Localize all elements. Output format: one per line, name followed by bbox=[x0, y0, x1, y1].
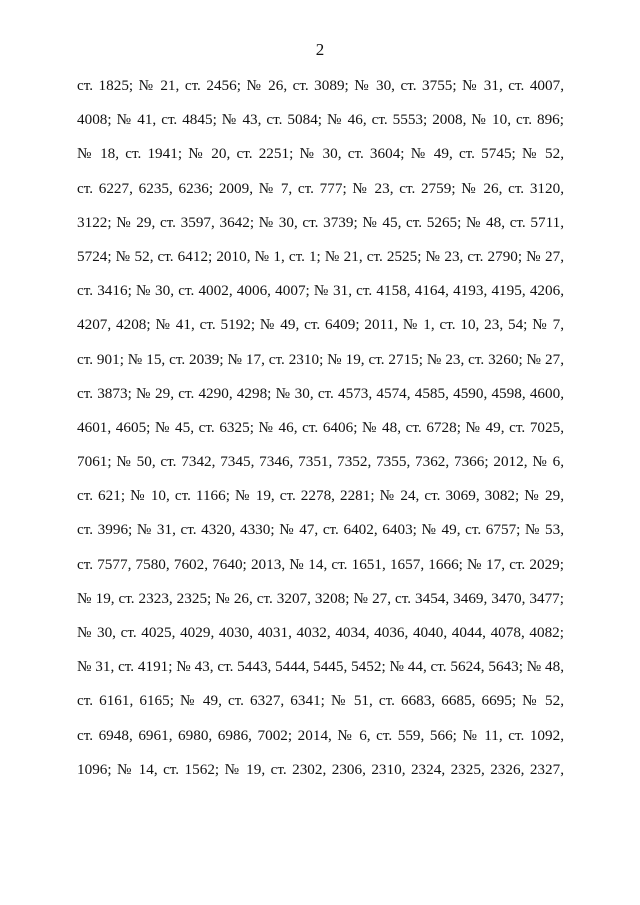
text-line-4: ст. 6227, 6235, 6236; 2009, № 7, ст. 777; № 23, ст. 2759; № 26, ст. 3120, bbox=[77, 179, 564, 197]
text-line-21: 1096; № 14, ст. 1562; № 19, ст. 2302, 2306, 2310, 2324, 2325, 2326, 2327, bbox=[77, 760, 564, 778]
text-line-10: ст. 3873; № 29, ст. 4290, 4298; № 30, ст. 4573, 4574, 4585, 4590, 4598, 4600, bbox=[77, 384, 564, 402]
text-line-18: № 31, ст. 4191; № 43, ст. 5443, 5444, 5445, 5452; № 44, ст. 5624, 5643; № 48, bbox=[77, 658, 564, 676]
text-line-17: № 30, ст. 4025, 4029, 4030, 4031, 4032, 4034, 4036, 4040, 4044, 4078, 4082; bbox=[77, 624, 564, 641]
text-line-11: 4601, 4605; № 45, ст. 6325; № 46, ст. 6406; № 48, ст. 6728; № 49, ст. 7025, bbox=[77, 418, 564, 436]
text-line-9: ст. 901; № 15, ст. 2039; № 17, ст. 2310; № 19, ст. 2715; № 23, ст. 3260; № 27, bbox=[77, 350, 564, 368]
text-line-13: ст. 621; № 10, ст. 1166; № 19, ст. 2278, 2281; № 24, ст. 3069, 3082; № 29, bbox=[77, 487, 564, 505]
text-line-1: ст. 1825; № 21, ст. 2456; № 26, ст. 3089; № 30, ст. 3755; № 31, ст. 4007, bbox=[77, 77, 564, 94]
document-text-body bbox=[77, 76, 564, 794]
text-line-20: ст. 6948, 6961, 6980, 6986, 7002; 2014, № 6, ст. 559, 566; № 11, ст. 1092, bbox=[77, 726, 564, 744]
text-line-12: 7061; № 50, ст. 7342, 7345, 7346, 7351, 7352, 7355, 7362, 7366; 2012, № 6, bbox=[77, 453, 564, 471]
text-line-3: № 18, ст. 1941; № 20, ст. 2251; № 30, ст. 3604; № 49, ст. 5745; № 52, bbox=[77, 145, 564, 163]
text-line-6: 5724; № 52, ст. 6412; 2010, № 1, ст. 1; № 21, ст. 2525; № 23, ст. 2790; № 27, bbox=[77, 247, 564, 265]
text-line-2: 4008; № 41, ст. 4845; № 43, ст. 5084; № 46, ст. 5553; 2008, № 10, ст. 896; bbox=[77, 111, 564, 129]
text-line-16: № 19, ст. 2323, 2325; № 26, ст. 3207, 3208; № 27, ст. 3454, 3469, 3470, 3477; bbox=[77, 589, 564, 607]
text-line-15: ст. 7577, 7580, 7602, 7640; 2013, № 14, ст. 1651, 1657, 1666; № 17, ст. 2029; bbox=[77, 555, 564, 573]
text-line-14: ст. 3996; № 31, ст. 4320, 4330; № 47, ст. 6402, 6403; № 49, ст. 6757; № 53, bbox=[77, 521, 564, 539]
text-line-5: 3122; № 29, ст. 3597, 3642; № 30, ст. 3739; № 45, ст. 5265; № 48, ст. 5711, bbox=[77, 213, 564, 231]
text-line-19: ст. 6161, 6165; № 49, ст. 6327, 6341; № 51, ст. 6683, 6685, 6695; № 52, bbox=[77, 692, 564, 710]
text-line-7: ст. 3416; № 30, ст. 4002, 4006, 4007; № 31, ст. 4158, 4164, 4193, 4195, 4206, bbox=[77, 282, 564, 300]
page-number: 2 bbox=[315, 40, 325, 59]
text-line-8: 4207, 4208; № 41, ст. 5192; № 49, ст. 6409; 2011, № 1, ст. 10, 23, 54; № 7, bbox=[77, 316, 564, 334]
